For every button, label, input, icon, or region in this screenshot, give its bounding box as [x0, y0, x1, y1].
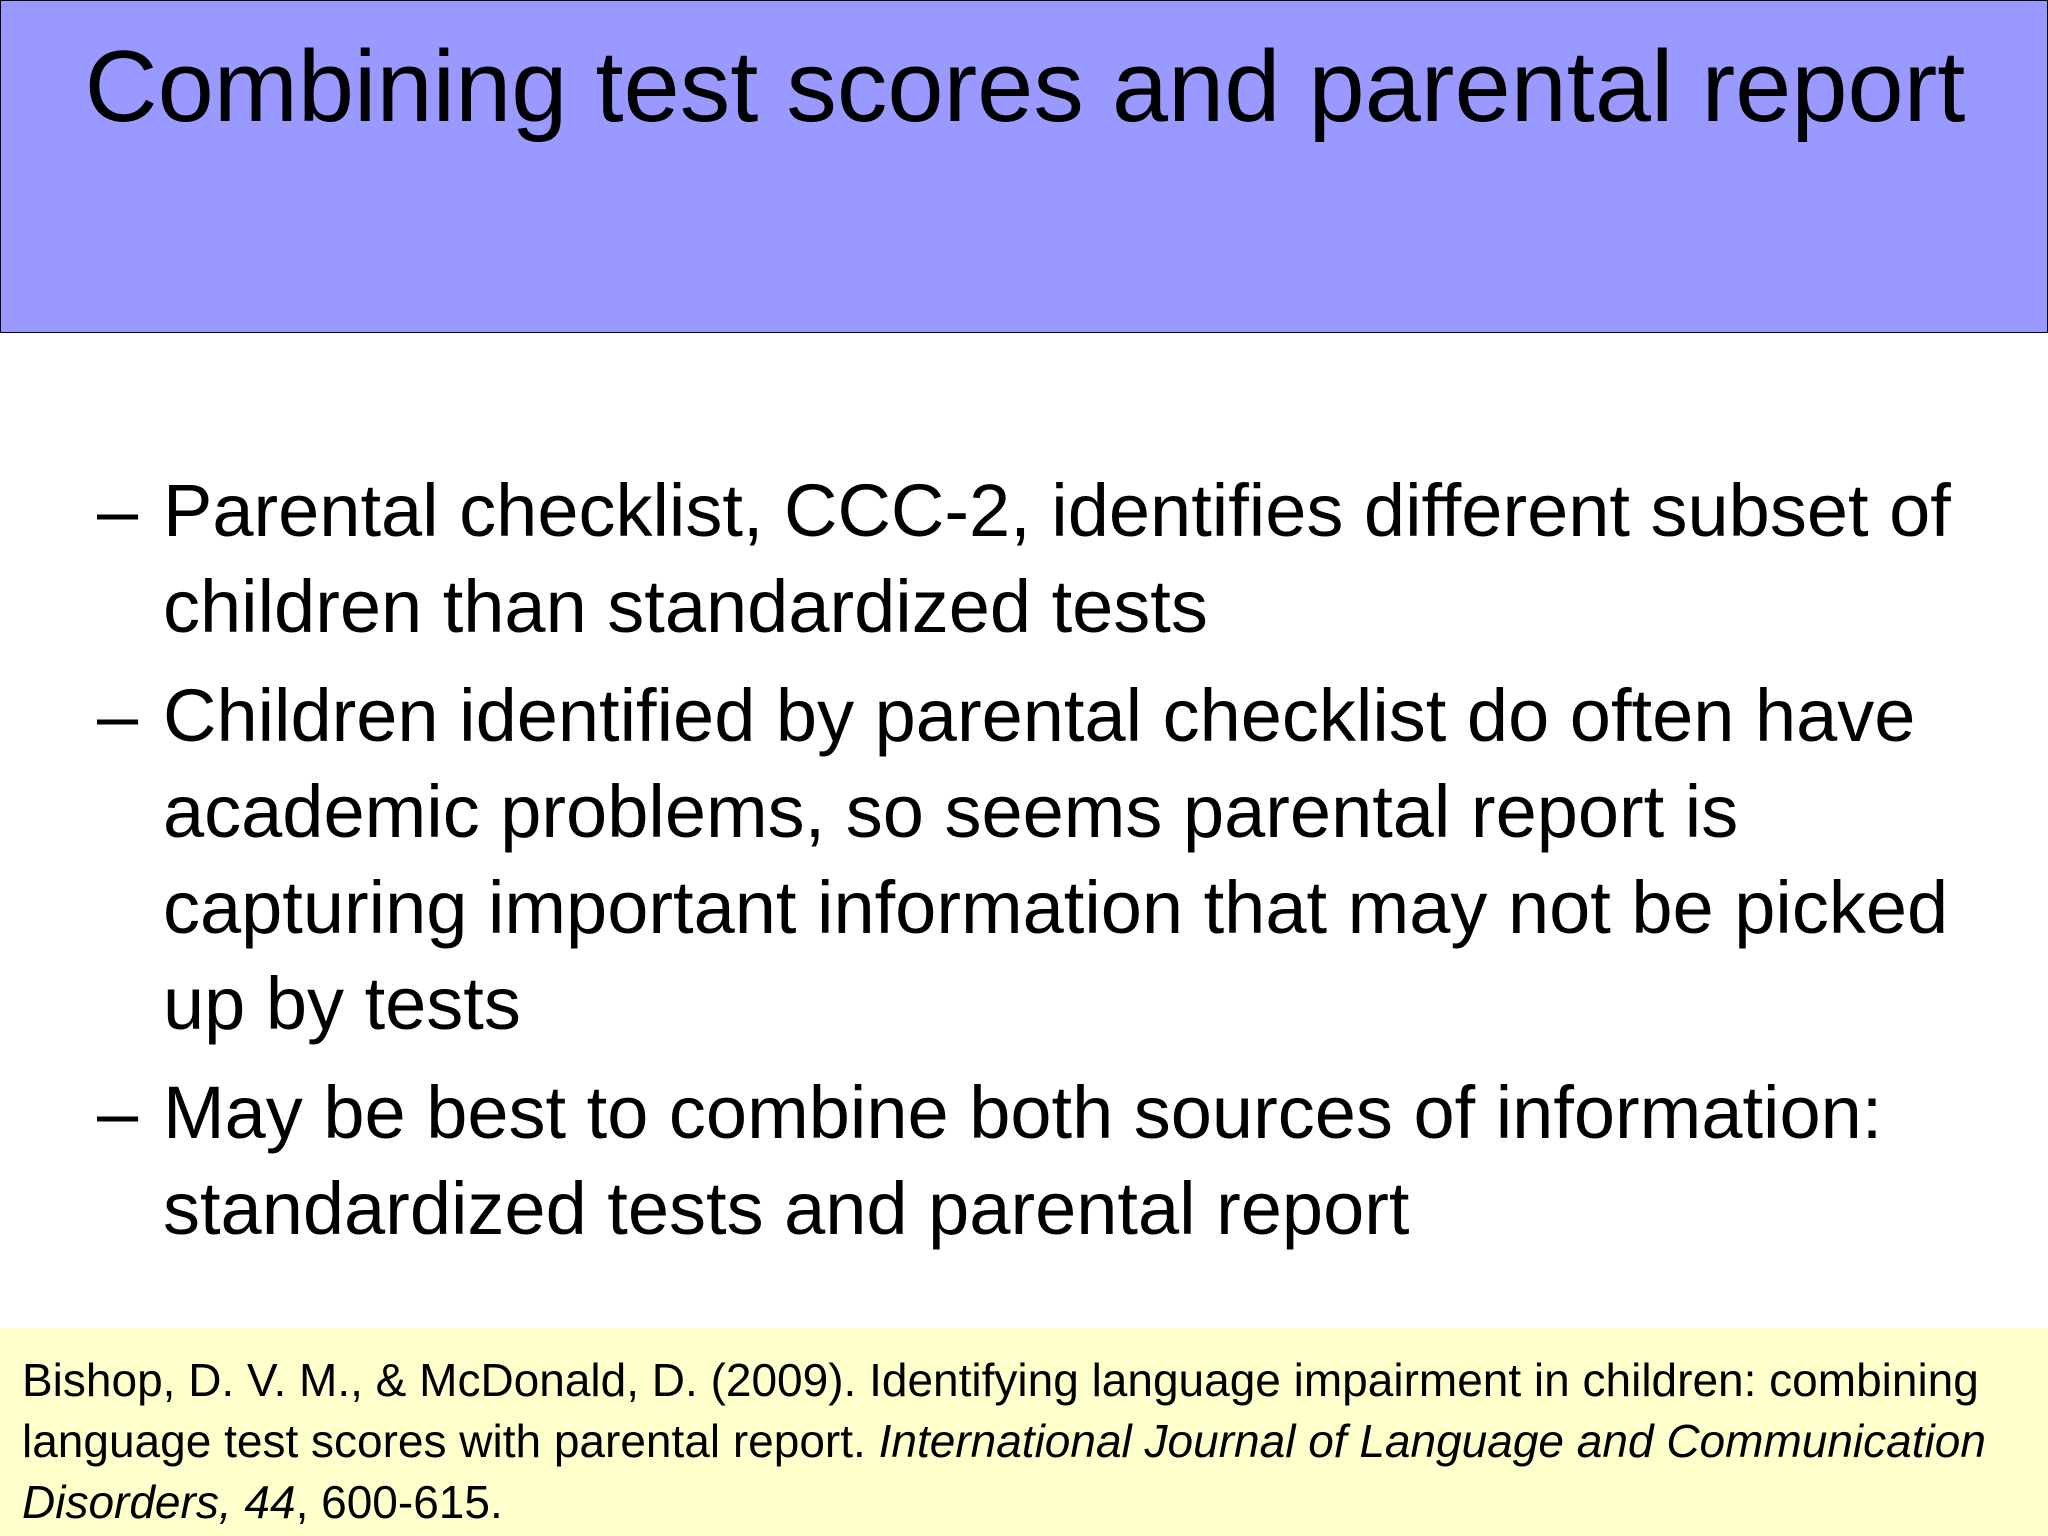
dash-marker: – [97, 674, 139, 757]
bullet-text: Parental checklist, CCC-2, identifies different subset of children than standardized tests [163, 469, 1951, 648]
dash-marker: – [97, 1071, 139, 1154]
bullet-list [0, 463, 2048, 1270]
bullet-item [0, 668, 2048, 1052]
bullet-item [0, 1065, 2048, 1257]
reference-journal: International Journal of Language and Communication Disorders, 44 [22, 1415, 1986, 1528]
bullet-text: May be best to combine both sources of information: standardized tests and parental report [163, 1071, 1883, 1250]
bullet-item [0, 463, 2048, 655]
reference-pages: , 600-615. [295, 1476, 503, 1528]
bullet-text: Children identified by parental checklist do often have academic problems, so seems parental report is capturing important information that may not be picked up by tests [163, 674, 1949, 1045]
dash-marker: – [97, 469, 139, 552]
slide-title: Combining test scores and parental report [84, 31, 1966, 143]
title-band [0, 0, 2048, 333]
reference-authors: Bishop, D. V. M., & McDonald, D. (2009). Identifying language impairment in children: combining language test scores with parental report. [22, 1354, 1979, 1467]
reference-citation [0, 1328, 2048, 1536]
